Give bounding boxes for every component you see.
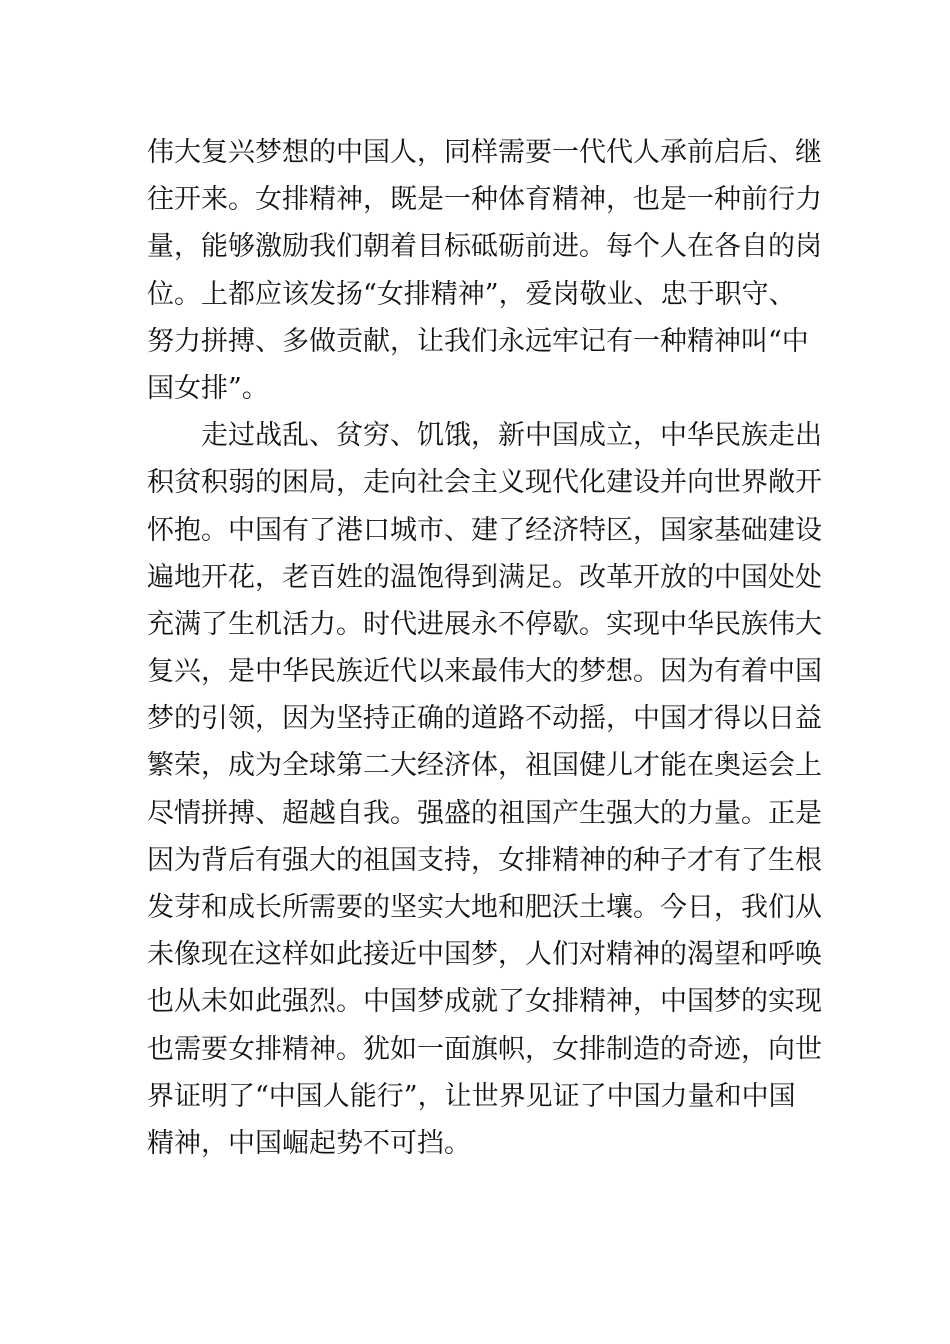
text-line: 国女排”。 (147, 372, 269, 404)
text-line: 位。上都应该发扬“女排精神”，爱岗敬业、忠于职守、 (147, 278, 796, 310)
text-line: 量，能够激励我们朝着目标砥砺前进。每个人在各自的岗 (147, 231, 822, 263)
text-line: 努力拼搏、多做贡献，让我们永远牢记有一种精神叫“中 (147, 325, 809, 357)
text-line: 充满了生机活力。时代进展永不停歇。实现中华民族伟大 (147, 608, 822, 640)
text-line: 走过战乱、贫穷、饥饿，新中国成立，中华民族走出 (147, 420, 822, 452)
text-line: 也从未如此强烈。中国梦成就了女排精神，中国梦的实现 (147, 986, 822, 1018)
text-line: 尽情拼搏、超越自我。强盛的祖国产生强大的力量。正是 (147, 797, 822, 829)
text-line: 往开来。女排精神，既是一种体育精神，也是一种前行力 (147, 184, 822, 216)
text-line: 梦的引领，因为坚持正确的道路不动摇，中国才得以日益 (147, 703, 822, 735)
text-line: 怀抱。中国有了港口城市、建了经济特区，国家基础建设 (147, 514, 822, 546)
paragraph-2 (147, 412, 827, 1167)
text-line: 未像现在这样如此接近中国梦，人们对精神的渴望和呼唤 (147, 939, 822, 971)
text-line: 也需要女排精神。犹如一面旗帜，女排制造的奇迹，向世 (147, 1033, 822, 1065)
paragraph-1 (147, 129, 827, 412)
text-line: 精神，中国崛起势不可挡。 (147, 1127, 471, 1159)
text-line: 发芽和成长所需要的坚实大地和肥沃土壤。今日，我们从 (147, 892, 822, 923)
document-body (147, 129, 827, 1167)
text-line: 因为背后有强大的祖国支持，女排精神的种子才有了生根 (147, 844, 822, 876)
text-line: 遍地开花，老百姓的温饱得到满足。改革开放的中国处处 (147, 561, 822, 593)
text-line: 积贫积弱的困局，走向社会主义现代化建设并向世界敞开 (147, 467, 822, 499)
text-line: 繁荣，成为全球第二大经济体，祖国健儿才能在奥运会上 (147, 750, 822, 782)
text-line: 复兴，是中华民族近代以来最伟大的梦想。因为有着中国 (147, 656, 822, 688)
text-line: 伟大复兴梦想的中国人，同样需要一代代人承前启后、继 (147, 137, 822, 168)
text-line: 界证明了“中国人能行”，让世界见证了中国力量和中国 (147, 1080, 796, 1112)
